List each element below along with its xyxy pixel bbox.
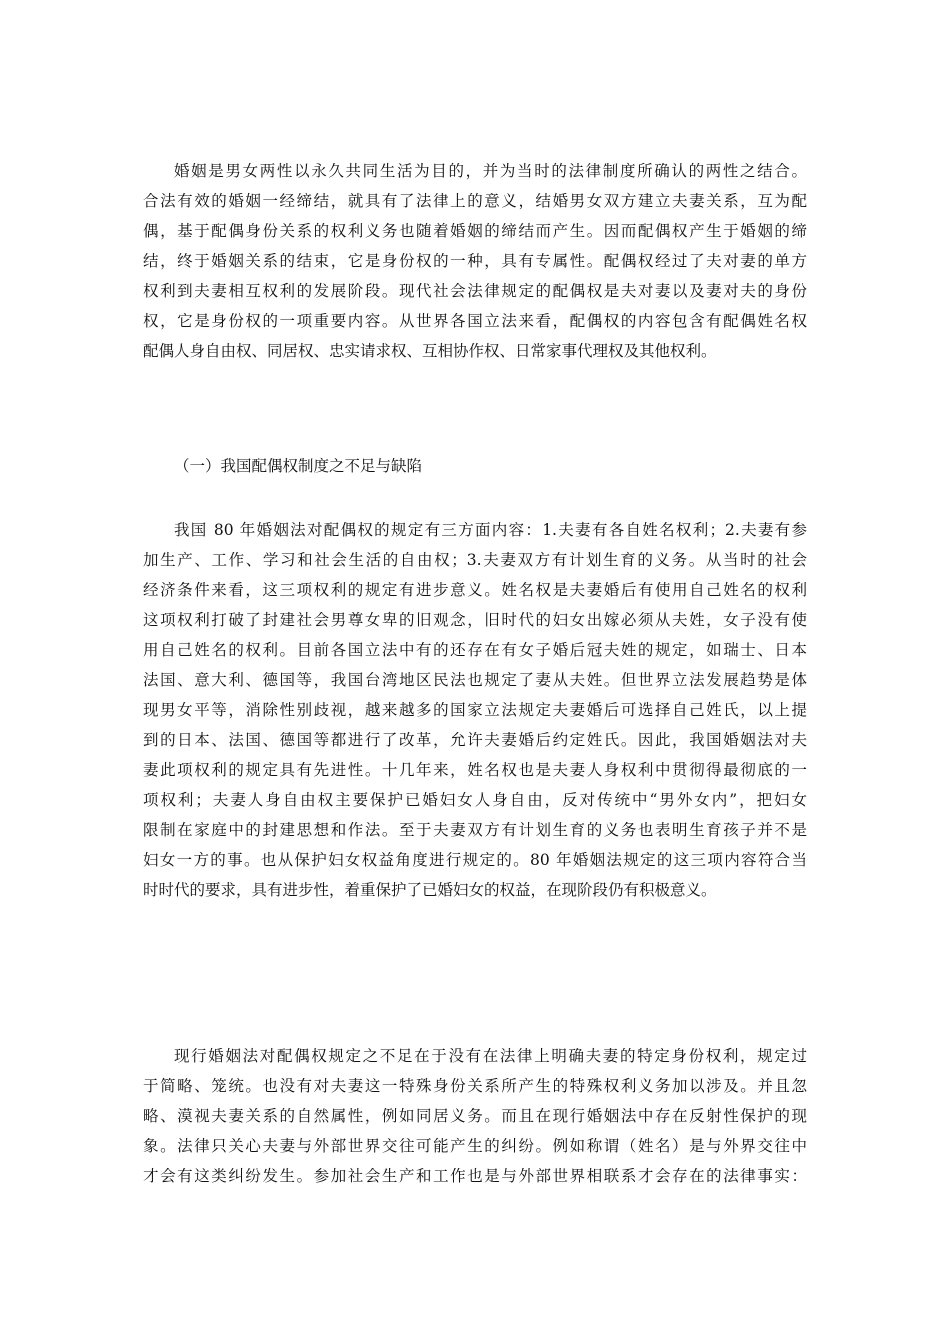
paragraph-line: 经济条件来看，这三项权利的规定有进步意义。姓名权是夫妻婚后有使用自己姓名的权利 bbox=[143, 581, 807, 599]
paragraph-line: 结，终于婚姻关系的结束，它是身份权的一种，具有专属性。配偶权经过了夫对妻的单方 bbox=[143, 252, 807, 270]
paragraph-1 bbox=[143, 156, 807, 366]
paragraph-line: 时时代的要求，具有进步性，着重保护了已婚妇女的权益，在现阶段仍有积极意义。 bbox=[143, 881, 717, 899]
paragraph-line: 合法有效的婚姻一经缔结，就具有了法律上的意义，结婚男女双方建立夫妻关系，互为配 bbox=[143, 192, 807, 210]
paragraph-2 bbox=[143, 515, 807, 905]
paragraph-line: 配偶人身自由权、同居权、忠实请求权、互相协作权、日常家事代理权及其他权利。 bbox=[143, 342, 717, 360]
paragraph-line: 到的日本、法国、德国等都进行了改革，允许夫妻婚后约定姓氏。因此，我国婚姻法对夫 bbox=[143, 731, 807, 749]
paragraph-line: 项权利；夫妻人身自由权主要保护已婚妇女人身自由，反对传统中“男外女内”，把妇女 bbox=[143, 791, 807, 809]
paragraph-line: 婚姻是男女两性以永久共同生活为目的，并为当时的法律制度所确认的两性之结合。 bbox=[174, 162, 807, 180]
paragraph-line: 法国、意大利、德国等，我国台湾地区民法也规定了妻从夫姓。但世界立法发展趋势是体 bbox=[143, 671, 807, 689]
paragraph-line: 我国 80 年婚姻法对配偶权的规定有三方面内容：1.夫妻有各自姓名权利；2.夫妻有参 bbox=[174, 521, 807, 539]
paragraph-line: 现男女平等，消除性别歧视，越来越多的国家立法规定夫妻婚后可选择自己姓氏，以上提 bbox=[143, 701, 807, 719]
paragraph-line: 加生产、工作、学习和社会生活的自由权；3.夫妻双方有计划生育的义务。从当时的社会 bbox=[143, 551, 807, 569]
paragraph-line: 用自己姓名的权利。目前各国立法中有的还存在有女子婚后冠夫姓的规定，如瑞士、日本 bbox=[143, 641, 807, 659]
paragraph-line: 妻此项权利的规定具有先进性。十几年来，姓名权也是夫妻人身权利中贯彻得最彻底的一 bbox=[143, 761, 807, 779]
paragraph-line: 象。法律只关心夫妻与外部世界交往可能产生的纠纷。例如称谓（姓名）是与外界交往中 bbox=[143, 1137, 807, 1155]
paragraph-line: 限制在家庭中的封建思想和作法。至于夫妻双方有计划生育的义务也表明生育孩子并不是 bbox=[143, 821, 807, 839]
paragraph-line: 妇女一方的事。也从保护妇女权益角度进行规定的。80 年婚姻法规定的这三项内容符合当 bbox=[143, 851, 807, 869]
paragraph-3 bbox=[143, 1041, 807, 1191]
paragraph-line: 现行婚姻法对配偶权规定之不足在于没有在法律上明确夫妻的特定身份权利，规定过 bbox=[174, 1047, 807, 1065]
paragraph-line: 权，它是身份权的一项重要内容。从世界各国立法来看，配偶权的内容包含有配偶姓名权 bbox=[143, 312, 807, 330]
section-heading: （一）我国配偶权制度之不足与缺陷 bbox=[174, 457, 423, 475]
paragraph-line: 权利到夫妻相互权利的发展阶段。现代社会法律规定的配偶权是夫对妻以及妻对夫的身份 bbox=[143, 282, 807, 300]
paragraph-line: 于简略、笼统。也没有对夫妻这一特殊身份关系所产生的特殊权利义务加以涉及。并且忽 bbox=[143, 1077, 807, 1095]
paragraph-line: 才会有这类纠纷发生。参加社会生产和工作也是与外部世界相联系才会存在的法律事实： bbox=[143, 1167, 807, 1185]
paragraph-line: 偶，基于配偶身份关系的权利义务也随着婚姻的缔结而产生。因而配偶权产生于婚姻的缔 bbox=[143, 222, 807, 240]
paragraph-line: 这项权利打破了封建社会男尊女卑的旧观念，旧时代的妇女出嫁必须从夫姓，女子没有使 bbox=[143, 611, 807, 629]
paragraph-line: 略、漠视夫妻关系的自然属性，例如同居义务。而且在现行婚姻法中存在反射性保护的现 bbox=[143, 1107, 807, 1125]
